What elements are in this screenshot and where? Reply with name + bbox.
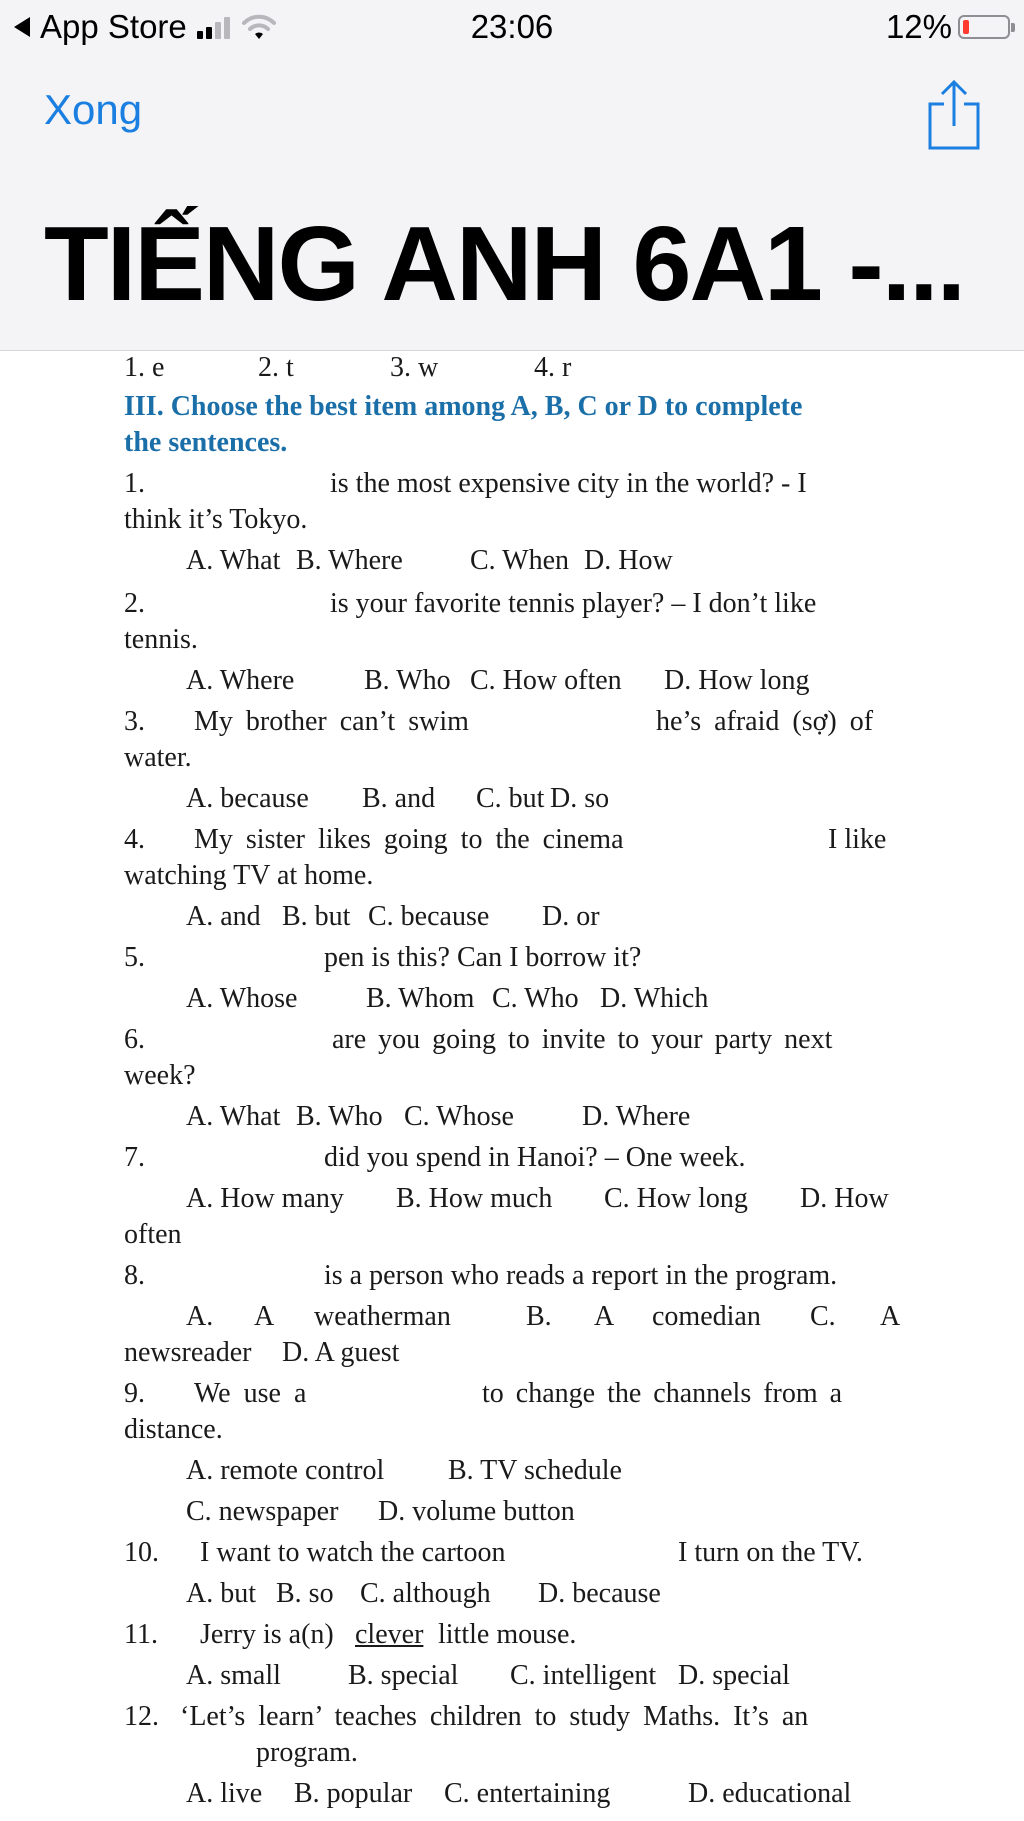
answer-option: B. Who: [364, 665, 451, 696]
answer-option: D. A guest: [282, 1337, 400, 1368]
question-number: 9.: [124, 1378, 145, 1409]
back-app-label: App Store: [40, 8, 187, 45]
question-text: I turn on the TV.: [678, 1537, 863, 1568]
prev-answer: 3. w: [390, 352, 439, 383]
question-text: little mouse.: [438, 1619, 577, 1650]
question-text: distance.: [124, 1414, 223, 1445]
answer-option: often: [124, 1219, 182, 1250]
answer-option: A. but: [186, 1578, 256, 1609]
question-text: ‘Let’s learn’ teaches children to study Maths. It’s an: [180, 1701, 809, 1732]
answer-option: C. intelligent: [510, 1660, 657, 1691]
status-bar: [0, 0, 1024, 56]
question-number: 2.: [124, 588, 145, 619]
question-text: program.: [256, 1737, 358, 1768]
answer-option: C. but: [476, 783, 545, 814]
question-number: 8.: [124, 1260, 145, 1291]
question-text: tennis.: [124, 624, 198, 655]
answer-option: A. Where: [186, 665, 295, 696]
answer-option: B.: [526, 1301, 552, 1332]
question-text: he’s afraid (sợ) of: [656, 706, 874, 737]
question-text: I want to watch the cartoon: [200, 1537, 506, 1568]
answer-option: A. remote control: [186, 1455, 385, 1486]
answer-option: A. Whose: [186, 983, 298, 1014]
section-heading: III. Choose the best item among A, B, C or D to complete: [124, 391, 803, 422]
answer-option: comedian: [652, 1301, 761, 1332]
answer-option: B. special: [348, 1660, 459, 1691]
answer-option: C. Whose: [404, 1101, 514, 1132]
answer-option: C. although: [360, 1578, 491, 1609]
answer-option: A. small: [186, 1660, 281, 1691]
answer-option: A. and: [186, 901, 261, 932]
answer-option: D. How long: [664, 665, 810, 696]
answer-option: D. or: [542, 901, 600, 932]
answer-option: C. When: [470, 545, 570, 576]
answer-option: A. because: [186, 783, 309, 814]
answer-option: B. Whom: [366, 983, 475, 1014]
answer-option: D. because: [538, 1578, 661, 1609]
question-text: think it’s Tokyo.: [124, 504, 308, 535]
battery-icon: [958, 15, 1010, 39]
answer-option: B. popular: [294, 1778, 413, 1809]
answer-option: A. What: [186, 545, 281, 576]
answer-option: B. but: [282, 901, 351, 932]
question-number: 3.: [124, 706, 145, 737]
question-text: are you going to invite to your party next: [332, 1024, 833, 1055]
question-number: 6.: [124, 1024, 145, 1055]
answer-option: C.: [810, 1301, 836, 1332]
answer-option: D. so: [550, 783, 610, 814]
share-icon[interactable]: [926, 76, 982, 152]
done-button[interactable]: Xong: [44, 86, 143, 133]
answer-option: A. live: [186, 1778, 263, 1809]
answer-option: C. Who: [492, 983, 579, 1014]
answer-option: B. How much: [396, 1183, 553, 1214]
answer-option: B. so: [276, 1578, 334, 1609]
question-text: My brother can’t swim: [194, 706, 469, 737]
answer-option: A. How many: [186, 1183, 344, 1214]
answer-option: B. Where: [296, 545, 403, 576]
answer-option: C. because: [368, 901, 490, 932]
question-text: My sister likes going to the cinema: [194, 824, 624, 855]
question-number: 5.: [124, 942, 145, 973]
battery-status: [886, 8, 1010, 46]
prev-answer: 2. t: [258, 352, 294, 383]
question-number: 4.: [124, 824, 145, 855]
answer-option: B. and: [362, 783, 436, 814]
question-text: Jerry is a(n): [200, 1619, 334, 1650]
question-text: water.: [124, 742, 192, 773]
question-text: is the most expensive city in the world? - I: [330, 468, 807, 499]
underlined-word: clever: [355, 1619, 424, 1650]
answer-option: D. educational: [688, 1778, 852, 1809]
answer-option: D. How: [584, 545, 673, 576]
answer-option: C. How often: [470, 665, 622, 696]
answer-option: D. volume button: [378, 1496, 575, 1527]
question-text: to change the channels from a: [482, 1378, 843, 1409]
section-heading: the sentences.: [124, 427, 288, 458]
question-number: 10.: [124, 1537, 159, 1568]
answer-option: B. TV schedule: [448, 1455, 622, 1486]
answer-option: A: [594, 1301, 615, 1332]
question-number: 11.: [124, 1619, 158, 1650]
answer-option: D. special: [678, 1660, 790, 1691]
battery-percent: 12%: [885, 8, 952, 45]
answer-option: B. Who: [296, 1101, 383, 1132]
question-text: is a person who reads a report in the program.: [324, 1260, 838, 1291]
answer-option: weatherman: [314, 1301, 451, 1332]
question-text: I like: [828, 824, 887, 855]
document-header: [0, 56, 1024, 351]
answer-option: D. Which: [600, 983, 709, 1014]
clock: 23:06: [470, 8, 554, 45]
answer-option: A: [880, 1301, 901, 1332]
question-text: pen is this? Can I borrow it?: [324, 942, 642, 973]
answer-option: A: [254, 1301, 275, 1332]
question-number: 1.: [124, 468, 145, 499]
answer-option: C. How long: [604, 1183, 748, 1214]
prev-answer: 1. e: [124, 352, 165, 383]
question-text: is your favorite tennis player? – I don’t like: [330, 588, 817, 619]
answer-option: C. entertaining: [444, 1778, 611, 1809]
answer-option: A. What: [186, 1101, 281, 1132]
question-text: We use a: [194, 1378, 307, 1409]
question-text: did you spend in Hanoi? – One week.: [324, 1142, 746, 1173]
document-content[interactable]: [0, 351, 1024, 1821]
question-number: 7.: [124, 1142, 145, 1173]
question-text: watching TV at home.: [124, 860, 374, 891]
answer-option: newsreader: [124, 1337, 252, 1368]
answer-option: A.: [186, 1301, 214, 1332]
question-number: 12.: [124, 1701, 159, 1732]
answer-option: D. How: [800, 1183, 889, 1214]
prev-answer: 4. r: [534, 352, 572, 383]
document-title: TIẾNG ANH 6A1 -...: [44, 206, 965, 323]
answer-option: C. newspaper: [186, 1496, 339, 1527]
question-text: week?: [124, 1060, 196, 1091]
answer-option: D. Where: [582, 1101, 691, 1132]
